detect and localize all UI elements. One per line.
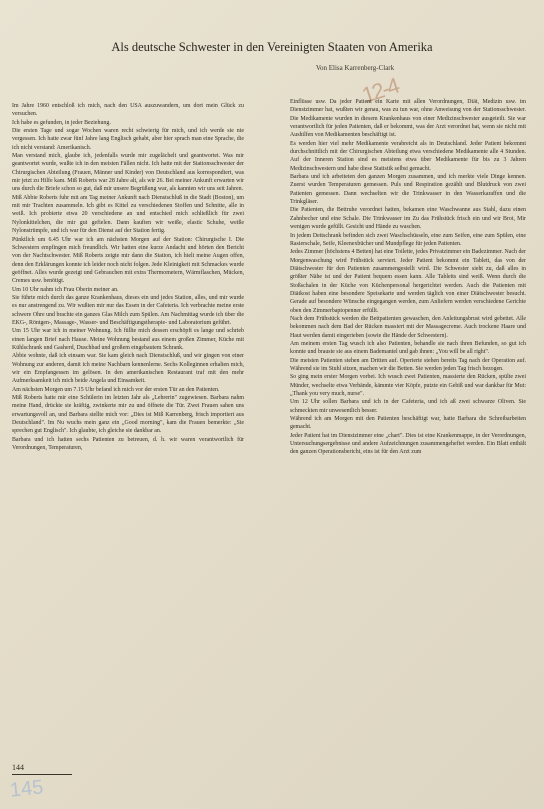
paragraph: Pünktlich um 6.45 Uhr war ich am nächsten Morgen auf der Station: Chirurgische I. Die Schwestern empfingen mich freundlich. Wir hatten eine kurze Andacht und hörten den Bericht von der Nachtschwester. Miß Roberts zeigte mir dann die Station, ich hielt meine Augen offen, denn den Erklärungen konnte ich leider noch nicht folgen. Jede Kleinigkeit mit Schmackes wurde geöffnet. Alles wurde gezeigt und Gebrauchen mit extra Thermometern, Wärmflaschen, Mücken, Cremes usw. benötigt. [12, 236, 244, 285]
paragraph: Jeder Patient hat im Dienstzimmer eine „chart". Dies ist eine Krankenmappe, in der Verordnungen, Untersuchungsergebnisse und andere Aufzeichnungen zusammengeheftet werden. Ein Blatt enthält den ganzen Operationsbericht, eins ist für den Arzt zum [290, 432, 526, 456]
paragraph: Am meinem ersten Tag wusch ich also Patienten, behandle sie nach ihren Befunden, so gut ich konnte und brauste sie aus einem Bademantel und gab ihnen: „You will be all right". [290, 340, 526, 356]
paragraph: Barbara und ich hatten sechs Patienten zu betreuen, d. h. wir waren verantwortlich für Verordnungen, Temperaturen, [12, 436, 244, 452]
right-column [290, 98, 526, 748]
paragraph: Ich habe es gefunden, in jeder Beziehung. [12, 119, 111, 126]
paragraph: Um 12 Uhr sollen Barbara und ich in der Cafeteria, und ich aß zwei schwarze Oliven. Sie schmeckten mir unwesentlich besser. [290, 399, 526, 414]
paragraph: Die ersten Tage und sogar Wochen waren recht schwierig für mich, und ich werde sie nie vergessen. Ich hatte zwar fünf Jahre lang Englisch gehabt, aber hier sprach man eine Sprache, die ich nicht verstand: Amerikanisch. [12, 128, 244, 151]
paragraph: Abbie wohnte, daß ich einsam war. Sie kam gleich nach Dienstschluß, und wir gingen von einer Wohnung zur anderen, damit ich meine Nachbarn kennenlerne. Sechs Kolleginnen erhalten mich, wir ein Empfangessen im gelösen. In den amerikanischen Restaurant traf mit den mehr Aufmerksamkeit ich mich beide Angela und Einsamkeit. [12, 353, 244, 385]
paragraph: Im Jahre 1960 entschloß ich mich, nach den USA auszuwandern, um dort mein Glück zu versuchen. [12, 103, 244, 118]
paragraph: Am nächsten Morgen um 7.15 Uhr befand ich mich vor der ersten Tür an den Patienten. [12, 386, 220, 393]
paragraph: Sie führte mich durch das ganze Krankenhaus, dieses ein und jedes Station, alles, und mir wurde es nur anstrengend zu. Wir wußten mir nur das Essen in der Cafeteria. Ich verbrachte meine erste schwere Ohre und brachte ein ganzes Glas Milch zum Spülen. Am Nachmittag wurde ich über die EKG-, Röntgen-, Massage-, Wasser- und Beschäftigungstherapie- und Laboratorium geführt. [12, 294, 244, 326]
paragraph: Jedes Zimmer (höchstens 4 Betten) hat eine Toilette, jedes Privatzimmer ein Badezimmer. Nach der Morgenwaschung wird Frühstück serviert. Jeder Patient bekommt ein Tablett, das von der Diätschwester für den Patienten zusammengestellt wird. Die Schwester sieht zu, daß alles in größter Nähe ist und der Patient bequem essen kann. Alle Tabletts sind weiß. Wenn durch die Stoßschalen in der Küche von Küchenpersonal hergerichtet werden. Auch die Patienten mit Diätkost haben eine besondere Speisekarte und werden täglich von einer Diätschwester besucht. Gerade auf besondere Wünsche eingegangen werden, zum Anliefern werden verschiedene Gerichte oben den Zimmerbaptopenner erfüllt. [290, 249, 526, 314]
paragraph: Barbara und ich arbeiteten den ganzen Morgen zusammen, und ich merkte viele Dinge kennen. Zuerst wurden Temperaturen gemessen. Puls und Respiration gezählt und Blutdruck von zwei Patienten gemessen. Dann wechselten wir die Trinkwasser in den Wasserkaraffen und die Trinkgläser. [290, 174, 526, 206]
paragraph: Es werden hier viel mehr Medikamente verabreicht als in Deutschland. Jeder Patient bekommt durchschnittlich mit der Chirurgischen Abteilung etwa verschiedene Medikamente alle 4 Stunden. Auf der Inneren Station sind es meistens etwa über Medikamente für bis zu 3 Jahren Medizinschwestern und habe diese Statistik selbst gemacht. [290, 140, 526, 172]
paragraph: Miß Roberts hatte mir eine Schülerin im letzten Jahr als „Lehrerin" zugewiesen. Barbara nahm meine Hand, drückte sie kräftig, zwinkerte mir zu und öffnete die Tür. Zwei Frauen sahen uns erwartungsvoll an, und Barbara stellte mich vor: „Dies ist Miß Karrenberg, frisch importiert aus Deutschland". Im Nu wuchs mein ganz ein „Good morning", kam die Frauen bemerkte: „Sie sprechen gut Englisch". Ich glaubte, ich gleiche sie dankbar an. [12, 395, 244, 435]
paragraph: Während ich am Morgen mit den Patienten beschäftigt war, hatte Barbara die Schreibarbeiten gemacht. [290, 416, 526, 431]
article-title: Als deutsche Schwester in den Vereinigten Staaten von Amerika [111, 40, 433, 54]
paragraph: Miß Abbie Roberts fuhr mit am Tag meiner Ankunft nach Dienstschluß in die Stadt (Boston), um mit mir Trachten zusammeln. Ich gibt es Kittel zu verschiedenen Stoffen und Schnitte, alle in weiß. Ich probierte etwa 20 verschiedene an und entschied mich schließlich für zwei Nylonkittelchen, die mir gut gefielen. Dann kauften wir weiße, elastic Schuhe, weiße Nylonstrümpfe, und ich war für den Dienst auf der Station fertig. [12, 194, 244, 235]
footer-rule [12, 774, 72, 775]
paragraph: Um 10 Uhr nahm ich Frau Oberin meiner an. [12, 286, 119, 293]
handwritten-page-note: 145 [8, 776, 45, 802]
paragraph: Die meisten Patienten stehen am Dritten auf. Operierte stehen bereits Tag nach der Operation auf. Während sie im Stuhl sitzen, machen wir die Betten. Sie werden jeden Tag frisch bezogen. [290, 357, 526, 372]
paragraph: So ging mein erster Morgen vorbei. Ich wusch zwei Patienten, massierte den Rücken, spülte zwei Münder, wechselte etwa Verbände, kämmte vier Köpfe, putzte ein Gebiß und war dankbar für Mut: „Thank you very much, nurse". [290, 374, 526, 398]
page-number: 144 [12, 763, 24, 772]
paragraph: Nach dem Frühstück werden die Bettpatienten gewaschen, den Anleitungsbrust wird gebettet. Alle bekommen nach dem Bad der Rücken massiert mit der Massagecreme. Auch trockene Haare und Haut werden damit eingerieben (sowie die Hände der Schwestern). [290, 315, 526, 339]
left-column [12, 102, 244, 752]
paragraph: Die Patienten, die Bettruhe verordnet hatten, bekamen eine Waschwanne aus Stahl, dazu einen Zahnbecher und eine Schale. Die Trinkwasser im Zu das Frühstück frisch ein und wir Brot, Mir wenigen wurde gefüllt. Gesicht und Hände zu waschen. [290, 207, 526, 231]
paragraph: Man verstand mich, glaube ich, jedenfalls wurde mir zugelächelt und geantwortet. Was mir geantwortet wurde, wußte ich in den meisten Fällen nicht. Ich hatte mit der Stationsschwester der Chirurgischen Abteilung (Frauen, Männer und Kinder) von Deutschland aus korrespondiert, was mir jetzt zu Hilfe kam. Miß Roberts war 28 Jahre alt, als wir 26. Bei meiner Ankunft erwarten wir uns durch die Briefe schon so gut, daß mir unsere Begrüßung war, als kannten wir uns seit Jahren. [12, 153, 244, 193]
handwritten-note: 12-4 [358, 73, 401, 108]
paragraph: Einflüsse usw. Da jeder Patient ein Karte mit allen Verordnungen, Diät, Medizin usw. im Dienstzimmer hat, wußten wir genau, was zu tun war, ohne Anweisung von der Stationsschwester. Die Medikamente wurden in diesem Krankenhaus von einer Medizinschwester ausgeteilt. Sie war verantwortlich für jeden Patienten, daß er bekommt, was der Arzt verordnet hat, wenn sie nicht mit Aushilfen von Medikamenten beschäftigt ist. [290, 99, 526, 139]
paragraph: Um 15 Uhr war ich in meiner Wohnung. Ich füllte mich dessen erschöpft es lange und schrieb einen langen Brief nach Hause. Meine Wohnung bestand aus einem großen Zimmer, Küche mit Kühlschrank und Gasherd, Duschbad und großem eingebautem Schrank. [12, 328, 244, 351]
paragraph: In jedem Dettschrank befinden sich zwei Waschschüsseln, eine zum Seifen, eine zum Spülen, eine Rasierschale, Seife, Kleenexbücher und Mundpflege für jeden Patienten. [290, 232, 526, 247]
article-byline: Von Elisa Karrenberg-Clark [315, 64, 395, 72]
